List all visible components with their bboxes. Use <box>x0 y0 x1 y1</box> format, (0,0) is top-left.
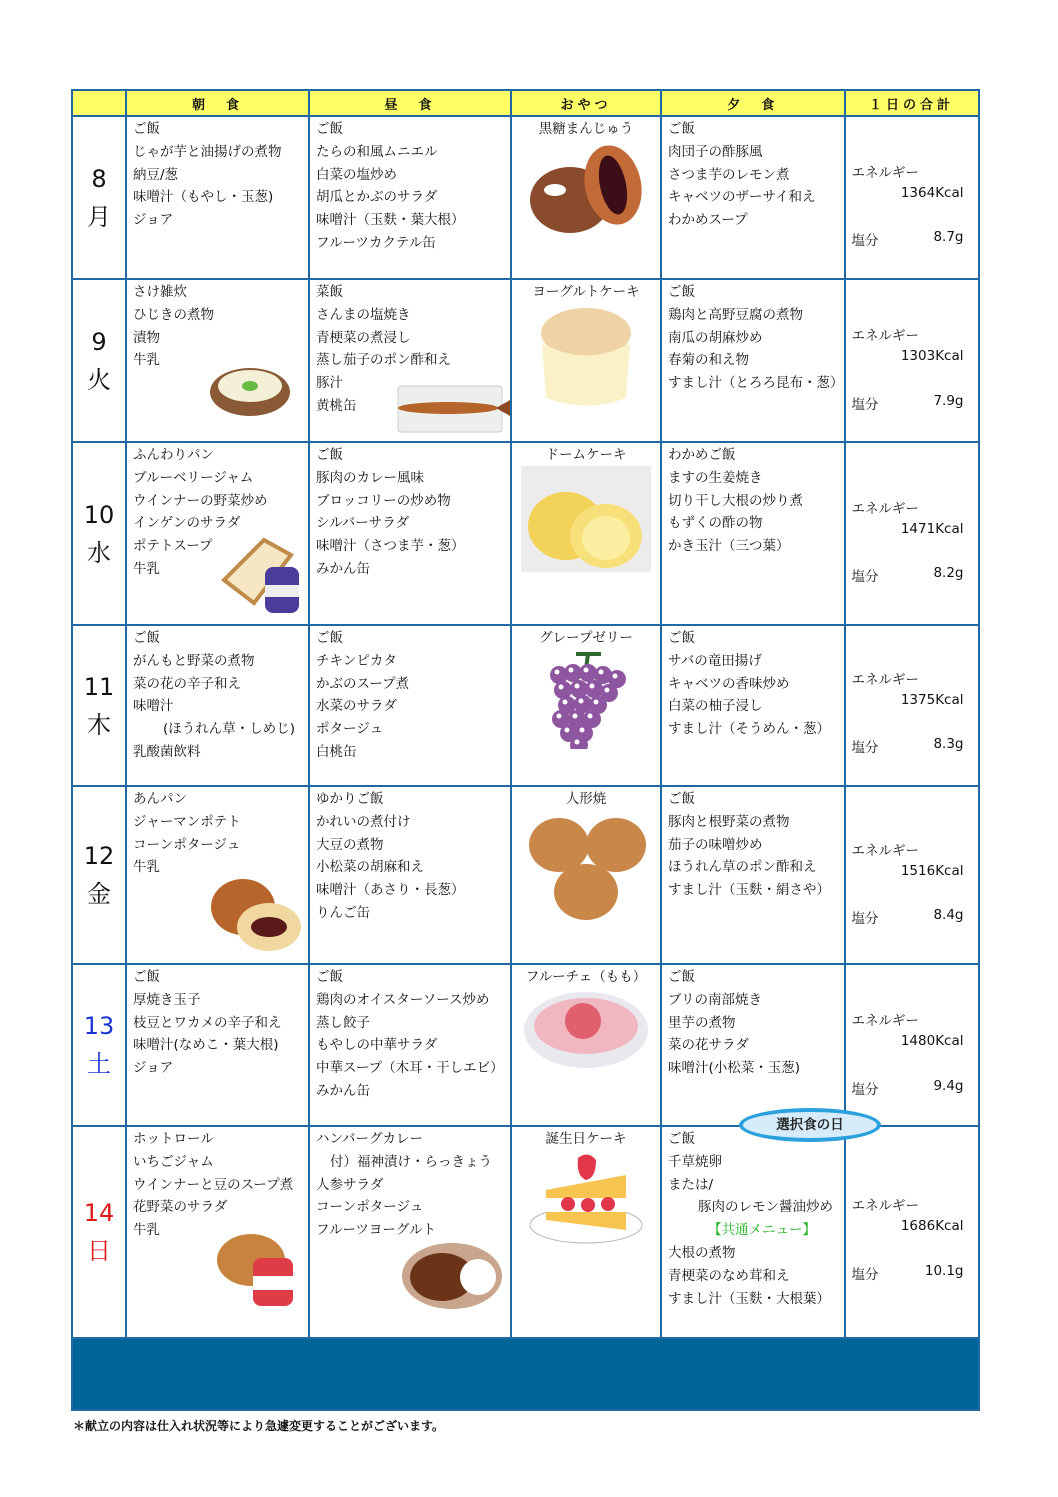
lunch-item: 味噌汁（あさり・長葱） <box>316 882 465 899</box>
breakfast-item: コーンポタージュ <box>133 836 241 853</box>
weekday: 金 <box>87 880 111 908</box>
breakfast-item: 漬物 <box>133 329 160 346</box>
footer-bar <box>72 1338 979 1410</box>
breakfast-item: がんもと野菜の煮物 <box>133 652 255 669</box>
breakfast-item: 納豆/葱 <box>133 166 179 183</box>
lunch-item: 小松菜の胡麻和え <box>316 859 424 876</box>
salt-value: 8.7g <box>933 229 964 245</box>
dinner-cell <box>661 964 845 1126</box>
dinner-cell <box>661 625 845 786</box>
lunch-item: たらの和風ムニエル <box>316 143 438 160</box>
breakfast-cell <box>126 625 309 786</box>
lunch-item: ゆかりご飯 <box>316 791 384 807</box>
lunch-item: ご飯 <box>316 630 343 646</box>
breakfast-item: ウインナーの野菜炒め <box>133 492 268 509</box>
energy-value: 1516Kcal <box>900 863 964 879</box>
day-number: 12 <box>83 842 115 870</box>
header-day <box>72 90 126 116</box>
breakfast-item: ホットロール <box>133 1131 214 1147</box>
breakfast-item: いちごジャム <box>133 1153 214 1170</box>
dinner-item: キャベツのザーサイ和え <box>668 189 816 206</box>
salt-value: 9.4g <box>933 1078 964 1094</box>
lunch-item: 黄桃缶 <box>316 397 357 414</box>
dinner-item: ブリの南部焼き <box>668 991 762 1008</box>
snack-name: ドームケーキ <box>545 447 627 463</box>
energy-label: エネルギー <box>851 501 919 517</box>
lunch-item: 味噌汁（さつま芋・葱） <box>316 538 465 555</box>
dinner-cell <box>661 442 845 625</box>
dinner-item: 白菜の柚子浸し <box>668 698 763 715</box>
lunch-item: さんまの塩焼き <box>316 306 411 323</box>
day-label <box>72 1126 126 1338</box>
dinner-item: 南瓜の胡麻炒め <box>668 329 763 346</box>
weekday: 月 <box>87 202 111 231</box>
breakfast-cell <box>126 279 309 442</box>
dinner-item: 豚肉のレモン醤油炒め <box>698 1199 833 1216</box>
dinner-item: すまし汁（そうめん・葱） <box>668 721 830 738</box>
breakfast-item: あんパン <box>133 791 187 807</box>
lunch-item: ご飯 <box>316 447 343 463</box>
dinner-item: キャベツの香味炒め <box>668 675 790 692</box>
yogurt-cake-icon <box>512 303 660 420</box>
dinner-item: もずくの酢の物 <box>668 515 763 532</box>
breakfast-cell <box>126 1126 309 1338</box>
breakfast-item: 枝豆とワカメの辛子和え <box>133 1014 282 1031</box>
lunch-item: 菜飯 <box>316 284 343 300</box>
dinner-item: サバの竜田揚げ <box>668 652 762 669</box>
energy-label: エネルギー <box>851 672 919 688</box>
dinner-item: ご飯 <box>668 791 695 807</box>
lunch-item: ハンバーグカレー <box>316 1131 424 1147</box>
breakfast-item: ふんわりパン <box>133 447 214 463</box>
dinner-cell <box>661 279 845 442</box>
lunch-item: チキンピカタ <box>316 652 397 669</box>
breakfast-item: 味噌汁（もやし・玉葱) <box>133 189 274 206</box>
breakfast-item: 牛乳 <box>133 1222 160 1239</box>
breakfast-item: ご飯 <box>133 121 160 137</box>
day-label <box>72 116 126 279</box>
dome-cake-photo <box>512 466 660 579</box>
snack-cell <box>511 625 661 786</box>
day-number: 9 <box>91 327 107 356</box>
lunch-item: りんご缶 <box>316 904 370 921</box>
salt-label: 塩分 <box>851 1267 879 1283</box>
day-number: 11 <box>83 672 115 701</box>
breakfast-item: 味噌汁 <box>133 698 174 715</box>
dinner-item: 菜の花サラダ <box>668 1037 749 1054</box>
salt-label: 塩分 <box>851 233 879 249</box>
lunch-item: コーンポタージュ <box>316 1199 424 1216</box>
dinner-cell <box>661 786 845 964</box>
lunch-item: みかん缶 <box>316 1082 370 1099</box>
salt-value: 8.4g <box>933 907 964 923</box>
breakfast-item: 厚焼き玉子 <box>133 991 201 1008</box>
energy-label: エネルギー <box>851 1198 919 1214</box>
breakfast-item: ジョア <box>133 212 174 229</box>
selection-day-badge: 選択食の日 <box>739 1108 881 1142</box>
daily-total-cell <box>845 279 979 442</box>
salt-value: 7.9g <box>933 393 964 409</box>
header-lunch: 昼 食 <box>309 90 511 116</box>
lunch-item: 胡瓜とかぶのサラダ <box>316 189 438 206</box>
weekday: 火 <box>87 365 111 394</box>
daily-total-cell <box>845 786 979 964</box>
lunch-item: シルバーサラダ <box>316 515 410 532</box>
breakfast-item: ジャーマンポテト <box>133 813 241 830</box>
snack-cell <box>511 964 661 1126</box>
breakfast-item: 味噌汁(なめこ・葉大根) <box>133 1037 279 1054</box>
dinner-item: わかめご飯 <box>668 447 736 463</box>
disclaimer-note: ＊献立の内容は仕入れ状況等により急遽変更することがございます。 <box>73 1419 445 1433</box>
lunch-item: ブロッコリーの炒め物 <box>316 492 451 509</box>
energy-label: エネルギー <box>851 843 919 859</box>
dinner-item: すまし汁（とろろ昆布・葱） <box>668 375 844 392</box>
lunch-item: フルーツヨーグルト <box>316 1222 437 1239</box>
lunch-item: 中華スープ（木耳・干しエビ） <box>316 1060 504 1077</box>
header-daily-total: １日の合計 <box>845 90 979 116</box>
dinner-cell <box>661 1126 845 1338</box>
snack-cell <box>511 442 661 625</box>
dinner-item: ご飯 <box>668 284 695 300</box>
snack-name: 誕生日ケーキ <box>545 1131 627 1147</box>
salt-label: 塩分 <box>851 1082 879 1098</box>
dinner-item: または/ <box>668 1176 714 1193</box>
salt-value: 10.1g <box>924 1263 964 1279</box>
lunch-item: 青梗菜の煮浸し <box>316 329 411 346</box>
salt-label: 塩分 <box>851 569 879 585</box>
energy-value: 1471Kcal <box>900 521 964 537</box>
lunch-item: 白菜の塩炒め <box>316 166 397 183</box>
dinner-item: 大根の煮物 <box>668 1244 736 1261</box>
daily-total-cell <box>845 1126 979 1338</box>
breakfast-item: 牛乳 <box>133 560 160 577</box>
day-number: 14 <box>83 1199 115 1227</box>
weekday: 日 <box>87 1237 111 1265</box>
manju-icon <box>512 140 660 247</box>
salt-label: 塩分 <box>851 740 879 756</box>
lunch-item: ご飯 <box>316 121 343 137</box>
breakfast-item: ポテトスープ <box>133 538 213 555</box>
lunch-item: かぶのスープ煮 <box>316 675 410 692</box>
weekday: 木 <box>87 710 111 739</box>
dinner-item: 鶏肉と高野豆腐の煮物 <box>668 306 803 323</box>
lunch-item: 白桃缶 <box>316 743 357 760</box>
daily-total-cell <box>845 964 979 1126</box>
breakfast-item: 牛乳 <box>133 859 160 876</box>
snack-cell <box>511 279 661 442</box>
birthday-cake-icon <box>512 1150 660 1252</box>
lunch-item: 人参サラダ <box>316 1176 384 1193</box>
dinner-item: ご飯 <box>668 969 695 985</box>
dinner-item: ご飯 <box>668 1131 695 1147</box>
salt-label: 塩分 <box>851 397 879 413</box>
lunch-cell <box>309 625 511 786</box>
lunch-item: ご飯 <box>316 969 343 985</box>
day-number: 10 <box>83 500 115 529</box>
lunch-item: ポタージュ <box>316 721 383 738</box>
header-breakfast: 朝 食 <box>126 90 309 116</box>
day-number: 8 <box>91 164 107 193</box>
breakfast-item: (ほうれん草・しめじ) <box>163 721 296 738</box>
lunch-cell <box>309 1126 511 1338</box>
breakfast-item: 花野菜のサラダ <box>133 1199 228 1216</box>
lunch-item: 豚汁 <box>316 375 343 392</box>
breakfast-cell <box>126 442 309 625</box>
breakfast-item: ご飯 <box>133 630 160 646</box>
dinner-item: 千草焼卵 <box>668 1153 722 1170</box>
snack-cell <box>511 1126 661 1338</box>
lunch-item: 豚肉のカレー風味 <box>316 469 424 486</box>
snack-cell <box>511 116 661 279</box>
breakfast-item: ひじきの煮物 <box>133 306 214 323</box>
header-snack: おやつ <box>511 90 661 116</box>
weekly-menu-table <box>71 89 980 1411</box>
dinner-item: ご飯 <box>668 121 695 137</box>
lunch-item: 付）福神漬け・らっきょう <box>330 1153 492 1170</box>
day-row <box>72 279 979 442</box>
breakfast-item: インゲンのサラダ <box>133 515 241 532</box>
energy-value: 1364Kcal <box>900 185 964 201</box>
weekday: 土 <box>87 1050 111 1078</box>
lunch-item: フルーツカクテル缶 <box>316 234 436 251</box>
fruche-bowl-icon <box>512 988 660 1085</box>
day-row <box>72 964 979 1126</box>
daily-total-cell <box>845 116 979 279</box>
header-row <box>72 90 979 116</box>
breakfast-cell <box>126 964 309 1126</box>
lunch-cell <box>309 442 511 625</box>
lunch-item: みかん缶 <box>316 560 370 577</box>
dinner-item: ほうれん草のポン酢和え <box>668 859 817 876</box>
snack-name: フルーチェ（もも） <box>525 969 647 985</box>
day-number: 13 <box>83 1012 115 1040</box>
lunch-item: 蒸し茄子のポン酢和え <box>316 352 451 369</box>
day-row <box>72 625 979 786</box>
lunch-item: 大豆の煮物 <box>316 836 384 853</box>
dinner-item: 肉団子の酢豚風 <box>668 143 763 160</box>
day-row <box>72 1126 979 1338</box>
salt-value: 8.2g <box>933 565 964 581</box>
day-label <box>72 625 126 786</box>
day-row <box>72 116 979 279</box>
breakfast-cell <box>126 116 309 279</box>
salt-label: 塩分 <box>851 911 879 927</box>
dinner-item: ご飯 <box>668 630 695 646</box>
dinner-item: すまし汁（玉麩・絹さや） <box>668 882 830 899</box>
breakfast-item: 乳酸菌飲料 <box>133 743 201 760</box>
ningyoyaki-icon <box>512 810 660 927</box>
salt-value: 8.3g <box>933 736 964 752</box>
dinner-item: すまし汁（玉麩・大根葉） <box>668 1290 830 1307</box>
breakfast-cell <box>126 786 309 964</box>
snack-name: グレープゼリー <box>539 630 633 646</box>
dinner-cell <box>661 116 845 279</box>
lunch-item: 蒸し餃子 <box>316 1014 370 1031</box>
daily-total-cell <box>845 625 979 786</box>
energy-value: 1303Kcal <box>900 348 964 364</box>
snack-cell <box>511 786 661 964</box>
dinner-item: かき玉汁（三つ葉） <box>668 538 790 555</box>
day-label <box>72 442 126 625</box>
dinner-item: 里芋の煮物 <box>668 1014 736 1031</box>
dinner-item: わかめスープ <box>668 212 748 229</box>
header-dinner: 夕 食 <box>661 90 845 116</box>
breakfast-item: 菜の花の辛子和え <box>133 675 241 692</box>
breakfast-item: ご飯 <box>133 969 160 985</box>
snack-name: 人形焼 <box>565 791 607 807</box>
lunch-item: 鶏肉のオイスターソース炒め <box>316 991 490 1008</box>
day-label <box>72 786 126 964</box>
dinner-item: さつま芋のレモン煮 <box>668 166 790 183</box>
day-label <box>72 964 126 1126</box>
breakfast-item: ブルーベリージャム <box>133 469 254 486</box>
lunch-item: 水菜のサラダ <box>316 698 397 715</box>
dinner-item: 切り干し大根の炒り煮 <box>668 492 803 509</box>
dinner-item: 茄子の味噌炒め <box>668 836 763 853</box>
breakfast-item: さけ雑炊 <box>133 284 187 300</box>
dinner-item: 【共通メニュー】 <box>708 1222 816 1239</box>
lunch-cell <box>309 116 511 279</box>
energy-value: 1480Kcal <box>900 1033 964 1049</box>
lunch-cell <box>309 964 511 1126</box>
dinner-item: 春菊の和え物 <box>668 352 749 369</box>
grape-icon <box>512 649 660 756</box>
weekday: 水 <box>87 538 111 567</box>
energy-label: エネルギー <box>851 328 919 344</box>
dinner-item: 青梗菜のなめ茸和え <box>668 1267 790 1284</box>
breakfast-item: ウインナーと豆のスープ煮 <box>133 1176 294 1193</box>
energy-label: エネルギー <box>851 165 919 181</box>
daily-total-cell <box>845 442 979 625</box>
breakfast-item: ジョア <box>133 1060 174 1077</box>
lunch-item: 味噌汁（玉麩・葉大根） <box>316 212 465 229</box>
dinner-item: 豚肉と根野菜の煮物 <box>668 813 790 830</box>
lunch-cell <box>309 279 511 442</box>
energy-value: 1686Kcal <box>900 1218 964 1234</box>
breakfast-item: じゃが芋と油揚げの煮物 <box>133 143 282 160</box>
breakfast-item: 牛乳 <box>133 352 160 369</box>
snack-name: 黒糖まんじゅう <box>538 121 634 137</box>
day-row <box>72 786 979 964</box>
day-label <box>72 279 126 442</box>
lunch-item: かれいの煮付け <box>316 813 411 830</box>
energy-label: エネルギー <box>851 1013 919 1029</box>
dinner-item: ますの生姜焼き <box>668 469 763 486</box>
dinner-item: 味噌汁(小松菜・玉葱) <box>668 1060 801 1077</box>
energy-value: 1375Kcal <box>900 692 964 708</box>
day-row <box>72 442 979 625</box>
lunch-item: もやしの中華サラダ <box>316 1037 438 1054</box>
lunch-cell <box>309 786 511 964</box>
snack-name: ヨーグルトケーキ <box>532 284 640 300</box>
